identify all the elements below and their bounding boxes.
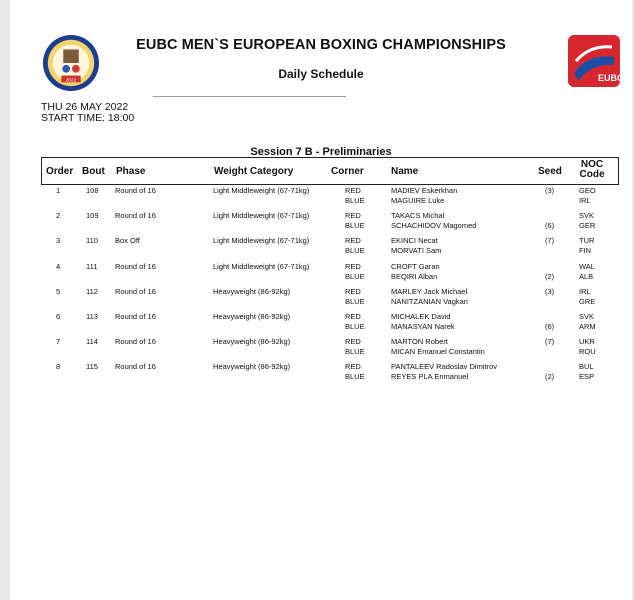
session-title: Session 7 B - Preliminaries [250, 146, 392, 158]
row-corner-red: RED [345, 211, 361, 220]
col-bout: Bout [82, 166, 105, 177]
row-name-blue: MANASYAN Narek [391, 322, 455, 331]
row-noc-blue: GRE [579, 297, 596, 306]
table-row [10, 211, 632, 236]
row-corner-blue: BLUE [345, 272, 365, 281]
row-bout: 112 [86, 287, 98, 296]
row-corner-red: RED [345, 262, 361, 271]
row-phase: Round of 16 [115, 211, 156, 220]
row-noc-blue: ALB [579, 272, 594, 281]
col-order: Order [46, 166, 74, 177]
row-weight: Light Middleweight (67-71kg) [213, 236, 310, 245]
row-phase: Round of 16 [115, 186, 156, 195]
col-corner: Corner [331, 166, 364, 177]
row-weight: Light Middleweight (67-71kg) [213, 186, 310, 195]
row-phase: Round of 16 [115, 362, 156, 371]
row-noc-red: SVK [579, 312, 595, 321]
table-header [41, 157, 619, 185]
row-name-blue: BEQIRI Alban [391, 272, 438, 281]
row-noc-blue: FIN [579, 246, 592, 255]
row-seed-blue: (6) [545, 221, 555, 230]
table-row [10, 362, 632, 387]
row-order: 5 [56, 287, 61, 296]
row-name-blue: MAGUIRE Luke [391, 196, 445, 205]
document-title: EUBC MEN`S EUROPEAN BOXING CHAMPIONSHIPS [136, 37, 506, 53]
row-order: 7 [56, 337, 61, 346]
header-divider [153, 96, 346, 97]
row-weight: Heavyweight (86-92kg) [213, 287, 291, 296]
row-noc-blue: ESP [579, 372, 595, 381]
row-name-blue: MORVATI Sam [391, 246, 442, 255]
row-name-blue: MICAN Emanuel Constantin [391, 347, 485, 356]
start-time-line: START TIME: 18:00 [41, 112, 135, 124]
row-weight: Heavyweight (86-92kg) [213, 337, 291, 346]
col-noc-line2: Code [579, 169, 605, 180]
row-corner-blue: BLUE [345, 372, 365, 381]
row-seed-red: (3) [545, 186, 555, 195]
row-weight: Heavyweight (86-92kg) [213, 362, 291, 371]
table-row [10, 287, 632, 312]
row-noc-red: SVK [579, 211, 595, 220]
row-name-red: MARTON Robert [391, 337, 448, 346]
row-name-blue: SCHACHIDOV Magomed [391, 221, 477, 230]
row-name-red: MICHALEK David [391, 312, 451, 321]
table-row [10, 262, 632, 287]
seal-year: 2022 [65, 78, 77, 84]
row-noc-blue: GER [579, 221, 596, 230]
row-bout: 115 [86, 362, 98, 371]
row-bout: 108 [86, 186, 99, 195]
eubc-logo-text: EUBC [598, 73, 624, 83]
row-name-red: PANTALEEV Radoslav Dimitrov [391, 362, 498, 371]
table-row [10, 312, 632, 337]
row-corner-red: RED [345, 287, 361, 296]
row-order: 6 [56, 312, 61, 321]
col-name: Name [391, 166, 419, 177]
row-noc-red: UKR [579, 337, 595, 346]
row-name-red: TAKACS Michal [391, 211, 445, 220]
col-noc-code [572, 160, 612, 180]
row-seed-blue: (2) [545, 272, 555, 281]
row-phase: Round of 16 [115, 312, 156, 321]
row-noc-red: GEO [579, 186, 596, 195]
row-seed-red: (3) [545, 287, 555, 296]
document-subtitle: Daily Schedule [278, 67, 364, 81]
row-corner-blue: BLUE [345, 322, 365, 331]
row-order: 3 [56, 236, 61, 245]
row-noc-blue: ARM [579, 322, 596, 331]
row-weight: Light Middleweight (67-71kg) [213, 211, 310, 220]
row-seed-red: (7) [545, 337, 555, 346]
row-corner-red: RED [345, 236, 361, 245]
row-corner-red: RED [345, 186, 361, 195]
table-row [10, 337, 632, 362]
row-corner-blue: BLUE [345, 347, 365, 356]
row-phase: Round of 16 [115, 337, 156, 346]
row-bout: 110 [86, 236, 98, 245]
row-bout: 109 [86, 211, 99, 220]
date-block [41, 102, 134, 124]
row-bout: 114 [86, 337, 98, 346]
row-noc-blue: ROU [579, 347, 596, 356]
row-name-blue: REYES PLA Enmanuel [391, 372, 469, 381]
row-corner-blue: BLUE [345, 221, 365, 230]
row-weight: Heavyweight (86-92kg) [213, 312, 291, 321]
row-bout: 113 [86, 312, 98, 321]
row-phase: Box Off [115, 236, 140, 245]
row-corner-red: RED [345, 362, 361, 371]
row-seed-red: (7) [545, 236, 555, 245]
col-weight-category: Weight Category [214, 166, 294, 177]
col-seed: Seed [538, 166, 562, 177]
row-noc-red: TUR [579, 236, 595, 245]
row-order: 8 [56, 362, 61, 371]
row-noc-red: WAL [579, 262, 595, 271]
row-corner-blue: BLUE [345, 246, 365, 255]
col-noc-line1: NOC [580, 159, 604, 170]
row-weight: Light Middleweight (67-71kg) [213, 262, 310, 271]
row-noc-red: BUL [579, 362, 594, 371]
row-corner-red: RED [345, 312, 361, 321]
row-name-red: MADIEV Eskerkhan [391, 186, 458, 195]
row-bout: 111 [86, 262, 98, 271]
document-page [10, 0, 632, 600]
row-phase: Round of 16 [115, 287, 156, 296]
row-name-red: CROFT Garan [391, 262, 440, 271]
row-corner-red: RED [345, 337, 361, 346]
row-order: 4 [56, 262, 61, 271]
row-order: 2 [56, 211, 61, 220]
table-row [10, 236, 632, 261]
date-line: THU 26 MAY 2022 [41, 101, 129, 113]
table-row [10, 186, 632, 211]
row-noc-red: IRL [579, 287, 591, 296]
row-name-blue: NANITZANIAN Vagkan [391, 297, 468, 306]
row-name-red: MARLEY Jack Michael [391, 287, 468, 296]
row-seed-blue: (2) [545, 372, 555, 381]
row-phase: Round of 16 [115, 262, 156, 271]
row-name-red: EKINCI Necat [391, 236, 438, 245]
row-order: 1 [56, 186, 61, 195]
row-corner-blue: BLUE [345, 196, 365, 205]
row-noc-blue: IRL [579, 196, 591, 205]
row-corner-blue: BLUE [345, 297, 365, 306]
col-phase: Phase [116, 166, 146, 177]
row-seed-blue: (6) [545, 322, 555, 331]
